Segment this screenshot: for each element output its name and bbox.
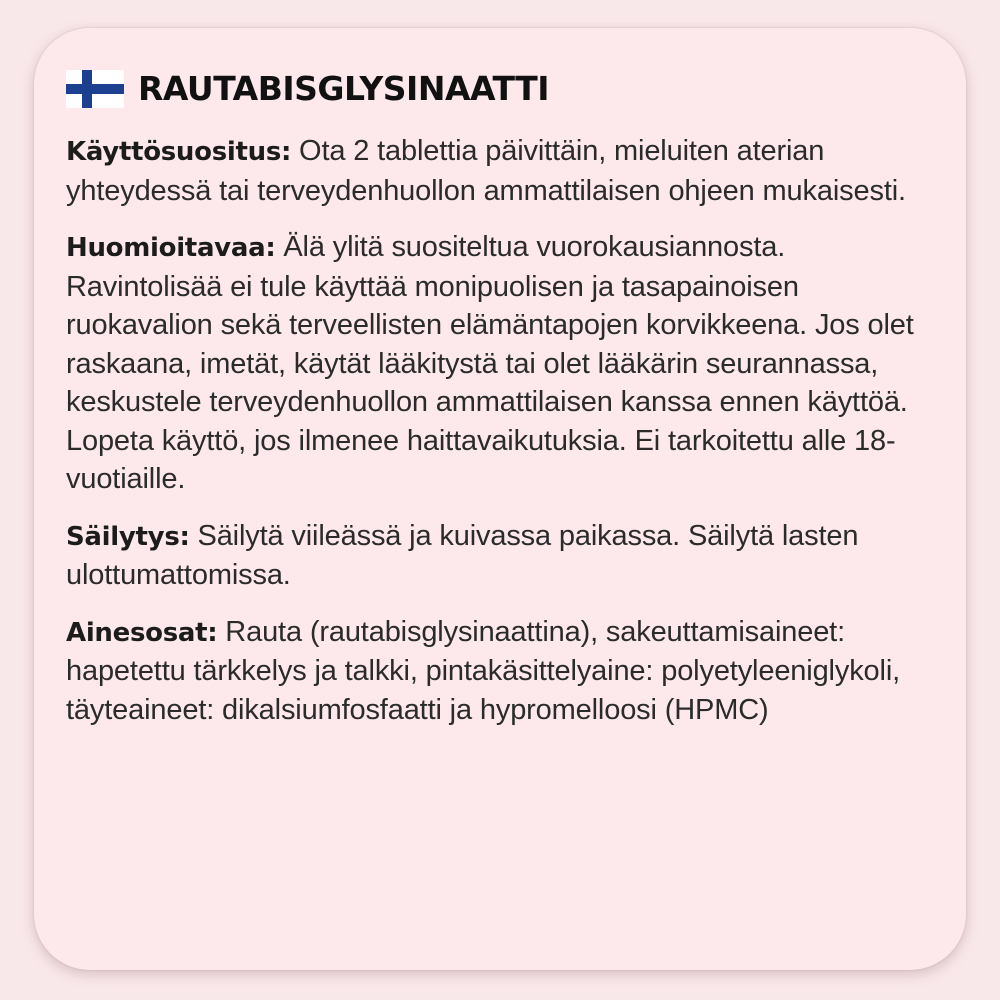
storage-label: Säilytys:: [66, 521, 190, 552]
ingredients-section: [66, 613, 936, 730]
info-card: [34, 28, 966, 970]
ingredients-label: Ainesosat:: [66, 617, 218, 648]
usage-label: Käyttösuositus:: [66, 137, 292, 167]
usage-text: Ota 2 tablettia päivittäin, mieluiten aterian yhteydessä tai terveydenhuollon ammattilaisen ohjeen mukaisesti.: [66, 135, 906, 207]
usage-section: [66, 132, 936, 210]
finland-flag-icon: [66, 70, 124, 108]
notes-section: [66, 228, 936, 499]
title-row: [66, 66, 936, 112]
storage-text: Säilytä viileässä ja kuivassa paikassa. Säilytä lasten ulottumattomissa.: [66, 519, 859, 591]
storage-section: [66, 517, 936, 595]
ingredients-text: Rauta (rautabisglysinaattina), sakeuttamisaineet: hapetettu tärkkelys ja talkki, pintakäsittelyaine: polyetyleeniglykoli, täyteaineet: dikalsiumfosfaatti ja hypromelloosi (HPMC): [66, 615, 901, 726]
page-title: RAUTABISGLYSINAATTI: [138, 69, 550, 108]
notes-text: Älä ylitä suositeltua vuorokausiannosta. Ravintolisää ei tule käyttää monipuolisen ja tasapainoisen ruokavalion sekä terveellisten elämäntapojen korvikkeena. Jos olet raskaana, imetät, käytät lääkitystä tai olet lääkärin seurannassa, keskustele terveydenhuollon ammattilaisen kanssa ennen käyttöä. Lopeta käyttö, jos ilmenee haittavaikutuksia. Ei tarkoitettu alle 18-vuotiaille.: [66, 231, 914, 495]
notes-label: Huomioitavaa:: [66, 233, 276, 263]
